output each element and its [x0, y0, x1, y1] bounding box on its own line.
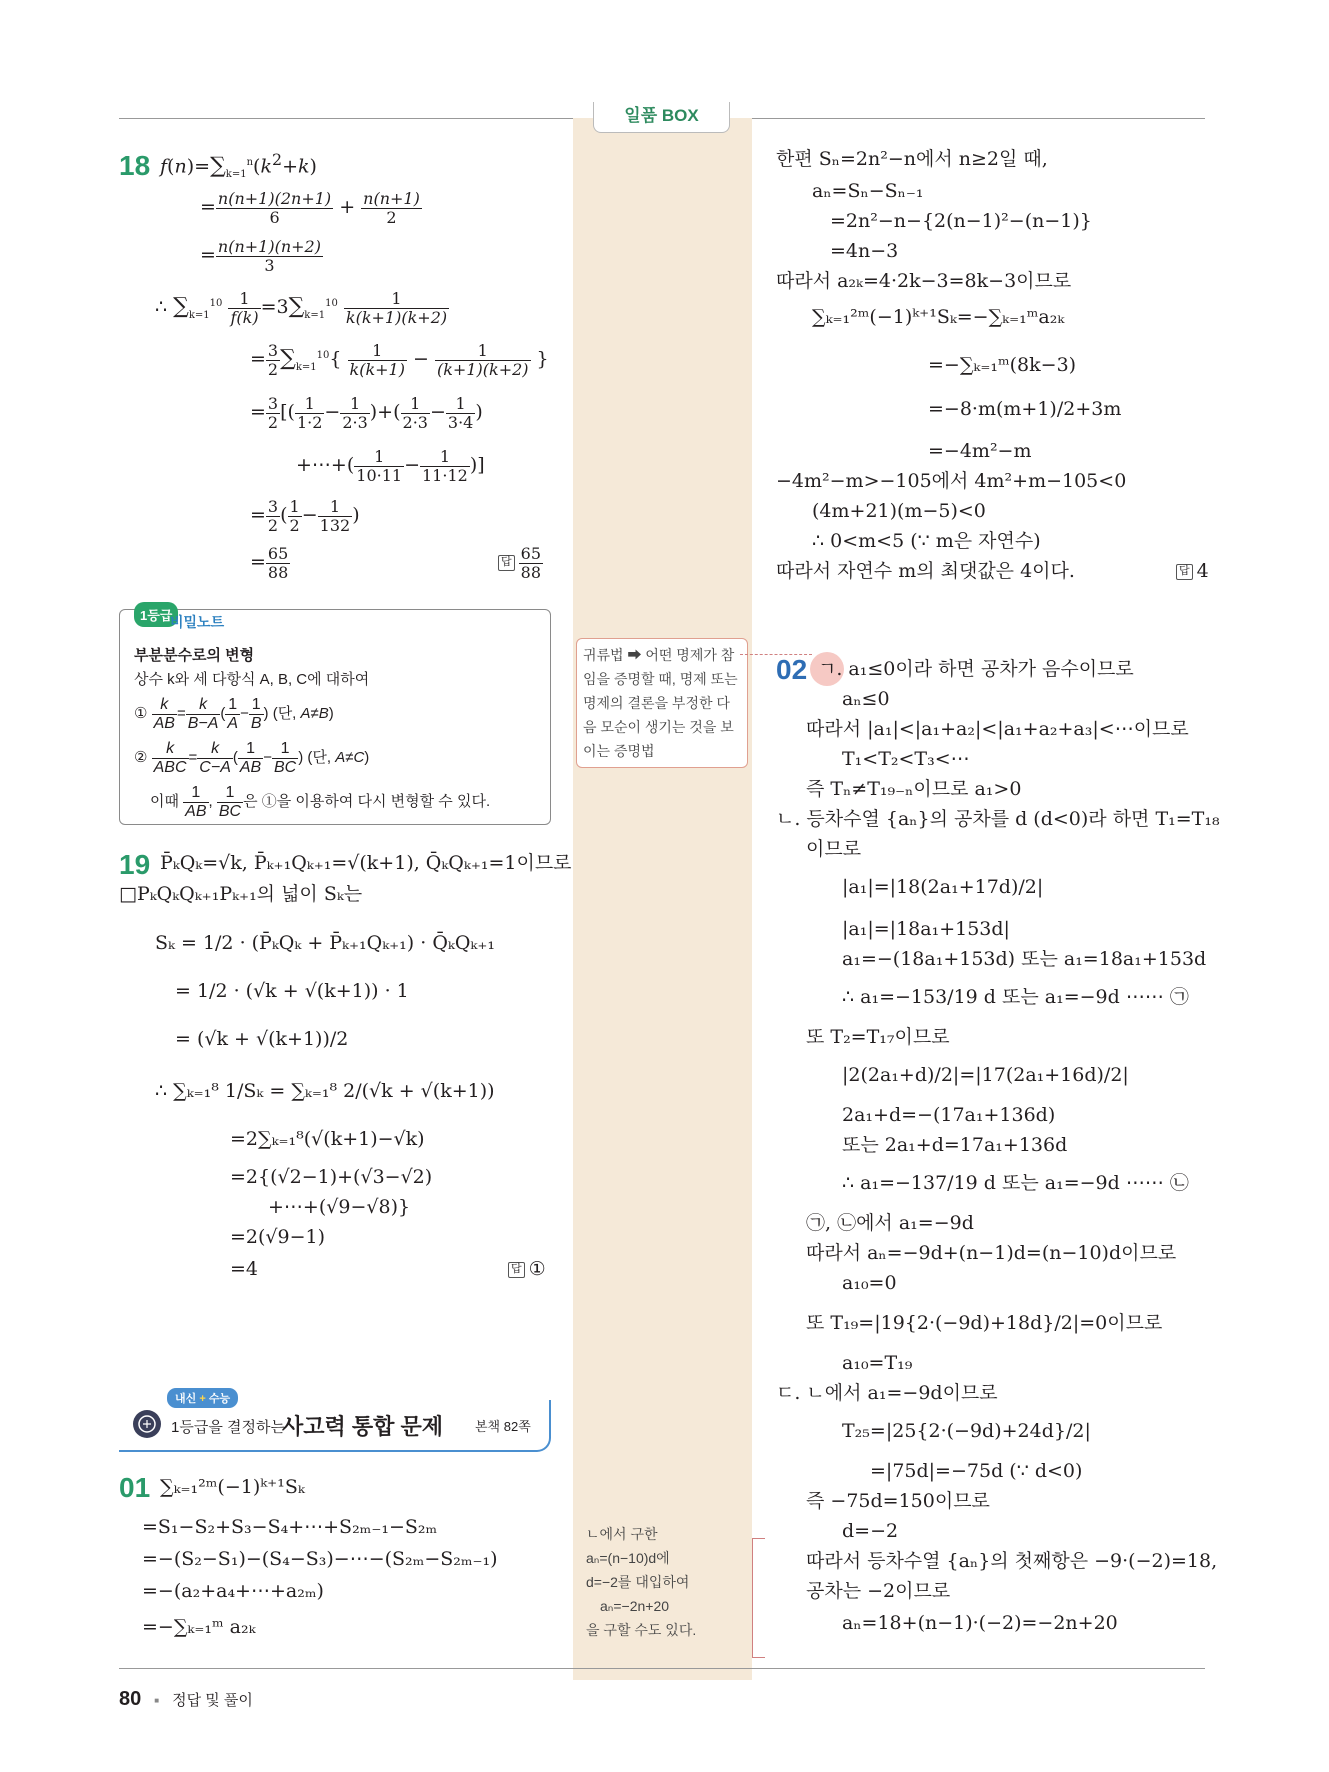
bottom-rule [119, 1668, 1205, 1669]
p02-line-19: a₁₀=0 [842, 1272, 897, 1294]
p19-line-11: =4 [230, 1258, 259, 1280]
p18-line-2: = $\frac{n(n+1)(2n+1)}{6}$ + $\frac{n(n+1)}{2}$ [200, 189, 420, 227]
r-line-5: 따라서 a₂ₖ=4·2k−3=8k−3이므로 [776, 270, 1072, 292]
p02-line-6: ㄴ. 등차수열 {aₙ}의 공차를 d (d<0)라 하면 T₁=T₁₈ [776, 808, 1220, 830]
p18-line-5: = $\frac{3}{2}$ $\sum_{k=1}^{10}${ $\frac{1}{k(k+1)}$ − $\frac{1}{(k+1)(k+2)}$ } [250, 341, 549, 379]
p02-line-23: T₂₅=|25{2·(−9d)+24d}/2| [842, 1420, 1091, 1442]
note-item-1: ① $\frac{k}{AB}$ = $\frac{k}{B-A}$ ( $\frac{1}{A}$ − $\frac{1}{B}$ ) (단, A≠B) [134, 696, 334, 732]
problem-19-number: 19 [119, 849, 151, 880]
p02-line-16: ∴ a₁=−137/19 d 또는 a₁=−9d ⋯⋯ ㉡ [842, 1172, 1189, 1194]
r-line-2: aₙ=Sₙ−Sₙ₋₁ [812, 180, 924, 202]
p02-line-1: ㄱ. a₁≤0이라 하면 공차가 음수이므로 [818, 658, 1134, 680]
p18-line-3: = $\frac{n(n+1)(n+2)}{3}$ [200, 237, 321, 275]
note-badge: 1등급 [134, 602, 178, 627]
p02-line-5: 즉 Tₙ≠T₁₉₋ₙ이므로 a₁>0 [806, 778, 1022, 800]
p02-line-8: |a₁|=|18(2a₁+17d)/2| [842, 876, 1044, 898]
r-line-4: =4n−3 [830, 240, 899, 262]
banner-tags: 내신 + 수능 [167, 1388, 238, 1408]
note-heading: 부분분수로의 변형 [134, 647, 255, 664]
p19-line-3: Sₖ = 1/2 · (P̄ₖQₖ + P̄ₖ₊₁Qₖ₊₁) · Q̄ₖQₖ₊₁ [155, 932, 495, 954]
r-line-7: =−∑ₖ₌₁ᵐ(8k−3) [928, 354, 1077, 376]
p02-line-24: =|75d|=−75d (∵ d<0) [870, 1460, 1083, 1482]
r-line-10: −4m²−m>−105에서 4m²+m−105<0 [776, 470, 1127, 492]
middle-note-2: ㄴ에서 구한 aₙ=(n−10)d에 d=−2를 대입하여 aₙ=−2n+20 을 구할 수도 있다. [586, 1526, 697, 1638]
p02-line-12: 또 T₂=T₁₇이므로 [806, 1026, 950, 1048]
r-line-12: ∴ 0<m<5 (∵ m은 자연수) [812, 530, 1041, 552]
problem-02-number: 02 [776, 654, 808, 685]
p02-line-17: ㉠, ㉡에서 a₁=−9d [806, 1212, 974, 1234]
banner-ref: 본책 82쪽 [475, 1419, 531, 1434]
problem-18-number: 18 [119, 150, 151, 181]
r-line-9: =−4m²−m [928, 440, 1032, 462]
p02-line-20: 또 T₁₉=|19{2·(−9d)+18d}/2|=0이므로 [806, 1312, 1163, 1334]
problem-01-number: 01 [119, 1472, 151, 1503]
r-line-13: 따라서 자연수 m의 최댓값은 4이다. [776, 560, 1075, 582]
p19-line-4: = 1/2 · (√k + √(k+1)) · 1 [175, 980, 409, 1002]
r-line-8: =−8·m(m+1)/2+3m [928, 398, 1122, 420]
note-item-2: ② $\frac{k}{\text{ABC}}$ = $\frac{k}{C-A}$ ( $\frac{1}{AB}$ − $\frac{1}{BC}$ ) (단, A≠C) [134, 740, 370, 776]
note-outro: 이때 $\frac{1}{AB}$ , $\frac{1}{BC}$ 은 ①을 이용하여 다시 변형할 수 있다. [150, 784, 491, 820]
p19-line-6: ∴ ∑ₖ₌₁⁸ 1/Sₖ = ∑ₖ₌₁⁸ 2/(√k + √(k+1)) [155, 1080, 495, 1102]
p01-line-5: =−∑ₖ₌₁ᵐ a₂ₖ [142, 1616, 256, 1638]
section-banner [119, 1393, 551, 1452]
p19-answer: 답 ① [508, 1258, 546, 1282]
p02-line-25: 즉 −75d=150이므로 [806, 1490, 990, 1512]
banner-icon [133, 1410, 161, 1438]
p18-line-6: = $\frac{3}{2}$ [( $\frac{1}{1\cdot 2}$ − $\frac{1}{2\cdot 3}$ )+( $\frac{1}{2\cdot 3}$ − $\frac{1}{3\cdot 4}$ ) [250, 394, 483, 432]
page-number: 80 [119, 1688, 142, 1710]
p01-line-2: =S₁−S₂+S₃−S₄+⋯+S₂ₘ₋₁−S₂ₘ [142, 1516, 438, 1538]
p02-line-15: 또는 2a₁+d=17a₁+136d [842, 1134, 1068, 1156]
middle-note-proof: 귀류법 ➡ 어떤 명제가 참임을 증명할 때, 명제 또는 명제의 결론을 부정한 다음 모순이 생기는 것을 보이는 증명법 [576, 638, 748, 768]
brain-icon [133, 1410, 161, 1438]
r-line-6: ∑ₖ₌₁²ᵐ(−1)ᵏ⁺¹Sₖ=−∑ₖ₌₁ᵐa₂ₖ [812, 306, 1065, 328]
p02-line-3: 따라서 |a₁|<|a₁+a₂|<|a₁+a₂+a₃|<⋯이므로 [806, 718, 1189, 740]
p02-line-29: aₙ=18+(n−1)·(−2)=−2n+20 [842, 1612, 1118, 1634]
banner-title: 사고력 통합 문제 [282, 1414, 443, 1439]
p02-line-28: 공차는 −2이므로 [806, 1580, 951, 1602]
p02-line-21: a₁₀=T₁₉ [842, 1352, 913, 1374]
p02-line-2: aₙ≤0 [842, 688, 890, 710]
p02-line-18: 따라서 aₙ=−9d+(n−1)d=(n−10)d이므로 [806, 1242, 1177, 1264]
p19-line-9: +⋯+(√9−√8)} [268, 1196, 411, 1218]
note-connector [752, 1538, 765, 1658]
p19-line-1: P̄ₖQₖ=√k, P̄ₖ₊₁Qₖ₊₁=√(k+1), Q̄ₖQₖ₊₁=1이므로 [160, 852, 572, 874]
header-tab [593, 102, 730, 133]
p18-line-1: $f(n)=\sum_{k=1}^n(k^2+k)$ [160, 150, 317, 181]
footer [119, 1688, 253, 1711]
p02-line-26: d=−2 [842, 1520, 899, 1542]
secret-note-box [119, 609, 551, 825]
p02-line-14: 2a₁+d=−(17a₁+136d) [842, 1104, 1056, 1126]
p02-line-4: T₁<T₂<T₃<⋯ [842, 748, 970, 770]
p01-line-1: ∑ₖ₌₁²ᵐ(−1)ᵏ⁺¹Sₖ [160, 1476, 305, 1498]
banner-subtitle: 1등급을 결정하는 [171, 1419, 285, 1436]
footer-bullet: ■ [154, 1695, 160, 1705]
footer-label: 정답 및 풀이 [172, 1692, 253, 1709]
p02-line-10: a₁=−(18a₁+153d) 또는 a₁=18a₁+153d [842, 948, 1207, 970]
p19-line-10: =2(√9−1) [230, 1226, 326, 1248]
p02-line-11: ∴ a₁=−153/19 d 또는 a₁=−9d ⋯⋯ ㉠ [842, 986, 1189, 1008]
p01-line-3: =−(S₂−S₁)−(S₄−S₃)−⋯−(S₂ₘ−S₂ₘ₋₁) [142, 1548, 498, 1570]
p18-line-8: = $\frac{3}{2}$ ( $\frac{1}{2}$ − $\frac{1}{132}$ ) [250, 497, 360, 535]
p18-line-9: = $\frac{65}{88}$ [250, 544, 289, 582]
p19-line-2: □PₖQₖQₖ₊₁Pₖ₊₁의 넓이 Sₖ는 [119, 883, 363, 905]
middle-column [573, 118, 752, 1680]
p18-line-4: ∴ $\sum_{k=1}^{10}$ $\frac{1}{f(k)}$ $=3\sum_{k=1}^{10}$ $\frac{1}{k(k+1)(k+2)}$ [155, 289, 448, 327]
r-line-1: 한편 Sₙ=2n²−n에서 n≥2일 때, [776, 148, 1048, 170]
p02-line-9: |a₁|=|18a₁+153d| [842, 918, 1010, 940]
r-line-11: (4m+21)(m−5)<0 [812, 500, 986, 522]
r-answer: 답 4 [1176, 560, 1209, 584]
p19-line-5: = (√k + √(k+1))/2 [175, 1028, 349, 1050]
p02-line-27: 따라서 등차수열 {aₙ}의 첫째항은 −9·(−2)=18, [806, 1550, 1218, 1572]
header-label: 일품 BOX [624, 106, 699, 125]
p01-line-4: =−(a₂+a₄+⋯+a₂ₘ) [142, 1580, 324, 1602]
p02-line-7: 이므로 [806, 838, 862, 860]
note-intro: 상수 k와 세 다항식 A, B, C에 대하여 [134, 671, 370, 688]
r-line-3: =2n²−n−{2(n−1)²−(n−1)} [830, 210, 1092, 232]
p02-line-13: |2(2a₁+d)/2|=|17(2a₁+16d)/2| [842, 1064, 1129, 1086]
p18-answer: 답 $\frac{65}{88}$ [498, 545, 543, 581]
p19-line-8: =2{(√2−1)+(√3−√2) [230, 1166, 433, 1188]
note-title: 비밀노트 [170, 614, 225, 630]
p19-line-7: =2∑ₖ₌₁⁸(√(k+1)−√k) [230, 1128, 425, 1150]
p02-line-22: ㄷ. ㄴ에서 a₁=−9d이므로 [776, 1382, 998, 1404]
p18-line-7: +⋯+( $\frac{1}{10\cdot 11}$ − $\frac{1}{11\cdot 12}$ )] [296, 447, 485, 485]
